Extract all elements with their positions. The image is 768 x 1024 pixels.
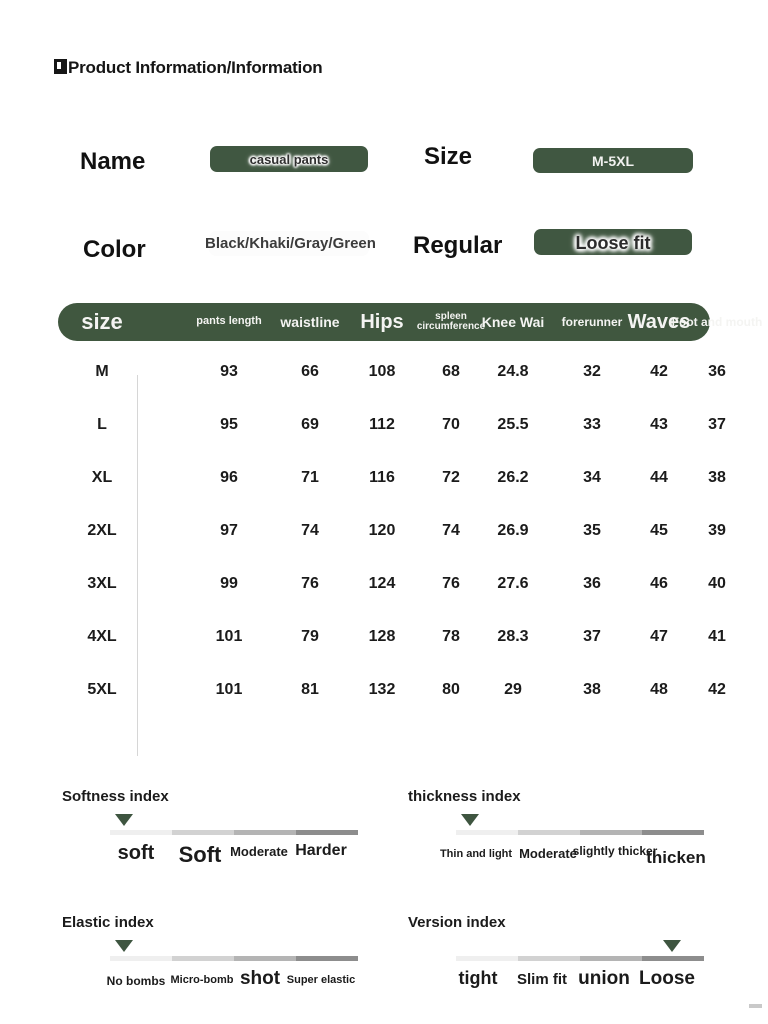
index-meter-label: Super elastic xyxy=(286,974,356,986)
table-row xyxy=(58,345,726,398)
index-meter-label: union xyxy=(578,968,630,989)
index-meter xyxy=(62,914,362,1004)
size-table-body xyxy=(58,341,726,716)
measurement-cell: 116 xyxy=(369,468,395,486)
index-meter-track-area xyxy=(408,940,708,962)
missing-glyph-icon xyxy=(54,59,67,74)
attribute-value-name: casual pants xyxy=(249,152,329,167)
size-cell: L xyxy=(97,415,107,433)
index-meter-title: Softness index xyxy=(62,788,169,805)
measurement-cell: 120 xyxy=(368,521,396,539)
size-table-header-cell: Hips xyxy=(360,310,404,333)
index-track-segment xyxy=(456,830,518,835)
index-track-segment xyxy=(110,830,172,835)
index-meter-label: No bombs xyxy=(106,974,166,988)
measurement-cell: 96 xyxy=(220,468,238,486)
index-meter xyxy=(62,788,362,878)
index-meter-labels xyxy=(408,968,708,1004)
measurement-cell: 72 xyxy=(442,468,460,486)
measurement-cell: 32 xyxy=(583,362,601,380)
index-meter-label: tight xyxy=(458,968,498,988)
measurement-cell: 29 xyxy=(504,680,522,698)
index-meter-track xyxy=(456,830,704,835)
index-meter-label: Moderate xyxy=(230,844,288,859)
index-marker-triangle-icon xyxy=(115,940,133,952)
index-meter-track-area xyxy=(62,814,362,836)
measurement-cell: 80 xyxy=(442,680,460,698)
index-meter-labels xyxy=(408,842,708,878)
index-meter-label: Loose xyxy=(639,968,695,989)
size-cell: 4XL xyxy=(87,627,117,645)
index-meter-track xyxy=(110,830,358,835)
index-track-segment xyxy=(580,956,642,961)
measurement-cell: 97 xyxy=(220,521,238,539)
measurement-cell: 38 xyxy=(708,468,726,486)
measurement-cell: 99 xyxy=(220,574,238,592)
table-row xyxy=(58,451,726,504)
index-track-segment xyxy=(518,956,580,961)
measurement-cell: 132 xyxy=(368,680,396,698)
index-track-segment xyxy=(456,956,518,961)
index-meter-title: Version index xyxy=(408,914,506,931)
index-track-segment xyxy=(580,830,642,835)
measurement-cell: 76 xyxy=(301,574,319,592)
page-title-text: Product Information/Information xyxy=(68,58,323,77)
measurement-cell: 42 xyxy=(708,680,726,698)
index-track-segment xyxy=(518,830,580,835)
index-meter-track xyxy=(110,956,358,961)
attribute-label-name: Name xyxy=(80,148,146,175)
measurement-cell: 124 xyxy=(368,574,396,592)
measurement-cell: 28.3 xyxy=(497,627,529,645)
size-table xyxy=(58,303,763,716)
measurement-cell: 81 xyxy=(301,680,319,698)
measurement-cell: 37 xyxy=(583,627,601,645)
measurement-cell: 26.9 xyxy=(497,521,529,539)
index-meter-label: soft xyxy=(117,842,155,864)
index-meter-track xyxy=(456,956,704,961)
size-cell: XL xyxy=(91,468,113,486)
measurement-cell: 93 xyxy=(220,362,238,380)
measurement-cell: 36 xyxy=(583,574,601,592)
measurement-cell: 79 xyxy=(301,627,319,645)
index-marker-triangle-icon xyxy=(461,814,479,826)
size-table-header-cell: waistline xyxy=(280,313,340,330)
measurement-cell: 44 xyxy=(650,468,668,486)
index-marker-triangle-icon xyxy=(663,940,681,952)
table-row xyxy=(58,610,726,663)
measurement-cell: 34 xyxy=(583,468,601,486)
measurement-cell: 112 xyxy=(369,415,395,433)
measurement-cell: 26.2 xyxy=(497,468,529,486)
measurement-cell: 36 xyxy=(708,362,726,380)
size-table-header-cell: forerunner xyxy=(561,314,623,329)
size-table-header-cell: Foot and mouth xyxy=(671,314,763,329)
measurement-cell: 46 xyxy=(650,574,668,592)
index-meter-track-area xyxy=(62,940,362,962)
measurement-cell: 69 xyxy=(301,415,319,433)
index-track-segment xyxy=(234,830,296,835)
index-track-segment xyxy=(172,830,234,835)
attribute-label-size: Size xyxy=(424,143,473,170)
size-table-header-cell: pants length xyxy=(196,315,262,328)
measurement-cell: 39 xyxy=(708,521,726,539)
index-track-segment xyxy=(296,830,358,835)
index-meter-label: Moderate xyxy=(519,846,577,861)
size-table-header-row xyxy=(58,303,763,341)
measurement-cell: 41 xyxy=(708,627,726,645)
index-meter-label: Micro-bomb xyxy=(170,974,234,986)
index-meter-label: Thin and light xyxy=(439,848,513,860)
index-meter-label: Harder xyxy=(295,842,347,859)
attribute-value-size: M-5XL xyxy=(592,153,634,169)
index-meter-label: shot xyxy=(239,968,281,989)
measurement-cell: 47 xyxy=(650,627,668,645)
index-track-segment xyxy=(296,956,358,961)
measurement-cell: 48 xyxy=(650,680,668,698)
index-track-segment xyxy=(110,956,172,961)
index-meter-title: thickness index xyxy=(408,788,521,805)
index-marker-triangle-icon xyxy=(115,814,133,826)
index-meter-labels xyxy=(62,842,362,878)
index-track-segment xyxy=(642,956,704,961)
attribute-label-regular: Regular xyxy=(413,232,503,259)
measurement-cell: 45 xyxy=(650,521,668,539)
size-cell: 5XL xyxy=(87,680,117,698)
size-table-header-cell: spleen circumference xyxy=(416,310,486,332)
table-row xyxy=(58,504,726,557)
measurement-cell: 76 xyxy=(442,574,460,592)
measurement-cell: 71 xyxy=(301,468,319,486)
attribute-value-regular: Loose fit xyxy=(575,233,651,253)
table-row xyxy=(58,557,726,610)
measurement-cell: 25.5 xyxy=(497,415,529,433)
size-table-header-cell: size xyxy=(81,309,123,335)
size-cell: 2XL xyxy=(87,521,117,539)
index-track-segment xyxy=(642,830,704,835)
measurement-cell: 74 xyxy=(442,521,460,539)
index-track-segment xyxy=(234,956,296,961)
measurement-cell: 35 xyxy=(583,521,601,539)
attribute-value-color: Black/Khaki/Gray/Green xyxy=(205,235,376,252)
measurement-cell: 101 xyxy=(215,627,243,645)
index-meter xyxy=(408,788,708,878)
measurement-cell: 27.6 xyxy=(497,574,529,592)
measurement-cell: 95 xyxy=(220,415,238,433)
measurement-cell: 108 xyxy=(368,362,396,380)
index-meter-label: Slim fit xyxy=(516,971,568,988)
size-cell: 3XL xyxy=(87,574,117,592)
measurement-cell: 70 xyxy=(442,415,460,433)
measurement-cell: 78 xyxy=(442,627,460,645)
index-meter-label: thicken xyxy=(646,848,706,867)
attribute-grid xyxy=(0,118,768,290)
page-title xyxy=(54,58,322,78)
index-meter-title: Elastic index xyxy=(62,914,154,931)
index-meter-labels xyxy=(62,968,362,1004)
size-table-header-cell: Knee Wai xyxy=(481,313,545,330)
measurement-cell: 40 xyxy=(708,574,726,592)
measurement-cell: 128 xyxy=(368,627,396,645)
measurement-cell: 74 xyxy=(301,521,319,539)
measurement-cell: 42 xyxy=(650,362,668,380)
measurement-cell: 37 xyxy=(708,415,726,433)
index-meter xyxy=(408,914,708,1004)
measurement-cell: 66 xyxy=(301,362,319,380)
measurement-cell: 24.8 xyxy=(497,362,529,380)
corner-artifact xyxy=(749,1004,762,1008)
measurement-cell: 33 xyxy=(583,415,601,433)
table-row xyxy=(58,398,726,451)
size-cell: M xyxy=(95,362,109,380)
measurement-cell: 43 xyxy=(650,415,668,433)
index-meter-label: Soft xyxy=(178,842,222,867)
index-meter-track-area xyxy=(408,814,708,836)
attribute-label-color: Color xyxy=(83,236,146,263)
measurement-cell: 38 xyxy=(583,680,601,698)
index-meter-label: slightly thicker xyxy=(572,844,658,858)
index-track-segment xyxy=(172,956,234,961)
size-table-header-cell: Waves xyxy=(627,310,691,333)
measurement-cell: 101 xyxy=(215,680,243,698)
measurement-cell: 68 xyxy=(442,362,460,380)
table-row xyxy=(58,663,726,716)
